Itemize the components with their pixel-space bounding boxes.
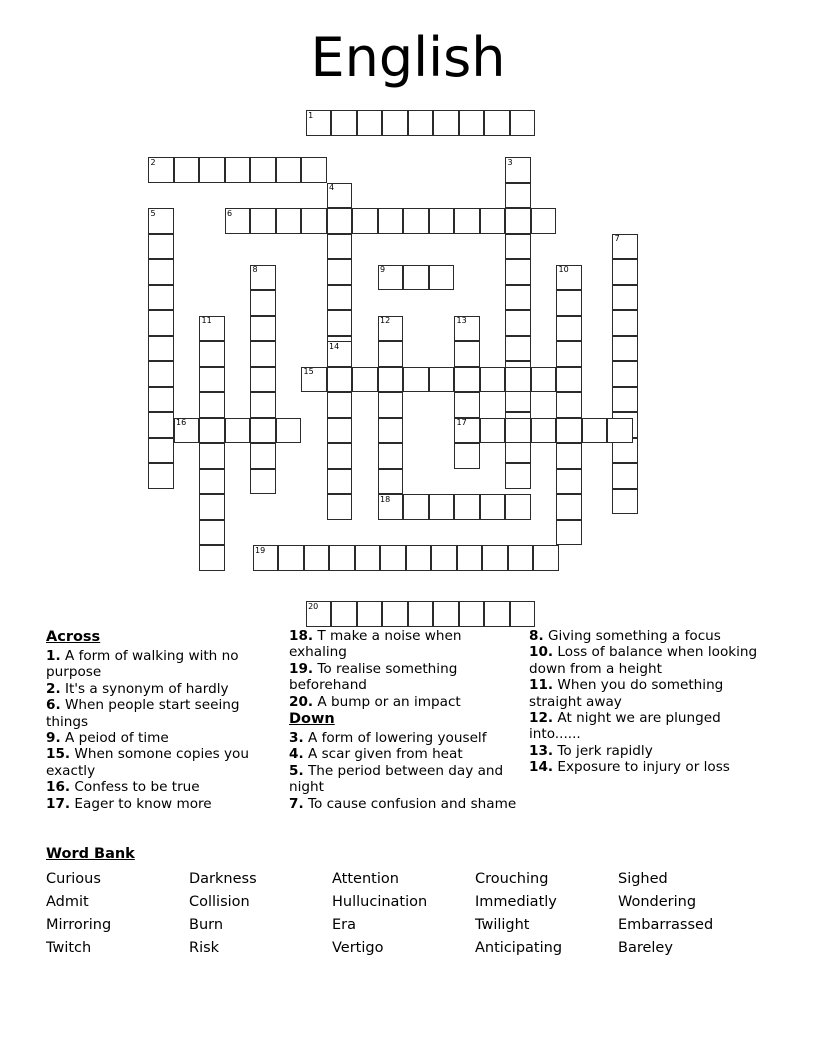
page-title: English — [310, 26, 506, 89]
crossword-cell[interactable] — [556, 392, 582, 418]
down-clue-5 — [289, 763, 523, 796]
crossword-cell[interactable] — [378, 418, 404, 444]
crossword-cell[interactable] — [556, 290, 582, 316]
crossword-cell[interactable] — [199, 469, 225, 495]
clue-text: Eager to know more — [70, 795, 212, 812]
cell-number: 2 — [150, 157, 156, 167]
clue-number: 3. — [289, 730, 304, 747]
clue-number: 8. — [529, 628, 544, 644]
word-bank-word: Curious — [46, 871, 101, 887]
crossword-cell[interactable] — [378, 392, 404, 418]
word-bank-word: Twilight — [475, 917, 530, 933]
across-clue-list-2 — [289, 628, 523, 710]
cell-number: 13 — [456, 316, 467, 326]
crossword-cell[interactable] — [505, 310, 531, 336]
crossword-cell[interactable] — [327, 341, 353, 367]
clues-column-2 — [289, 628, 529, 812]
crossword-cell[interactable] — [612, 489, 638, 515]
crossword-cell[interactable] — [148, 310, 174, 336]
crossword-cell[interactable] — [480, 494, 506, 520]
crossword-cell[interactable] — [612, 285, 638, 311]
down-clue-12 — [529, 710, 763, 743]
crossword-cell[interactable] — [382, 601, 408, 627]
down-clue-list-2 — [529, 628, 763, 776]
across-clue-19 — [289, 661, 523, 694]
down-clue-4 — [289, 746, 523, 762]
clue-number: 1. — [46, 648, 61, 664]
crossword-cell[interactable] — [505, 234, 531, 260]
clue-number: 6. — [46, 697, 61, 714]
crossword-cell[interactable] — [250, 316, 276, 342]
crossword-cell[interactable] — [327, 418, 353, 444]
word-bank-word: Twitch — [46, 940, 92, 956]
crossword-cell[interactable] — [276, 157, 302, 183]
crossword-cell[interactable] — [484, 601, 510, 627]
crossword-cell[interactable] — [250, 443, 276, 469]
across-clue-2 — [46, 681, 283, 697]
clue-text: It's a synonym of hardly — [60, 680, 229, 697]
cell-number: 17 — [456, 418, 467, 428]
crossword-cell[interactable] — [148, 412, 174, 438]
clue-number: 15. — [46, 746, 71, 763]
crossword-cell[interactable] — [199, 545, 225, 571]
crossword-cell[interactable] — [327, 494, 353, 520]
crossword-cell[interactable] — [403, 265, 429, 291]
crossword-cell[interactable] — [199, 418, 225, 444]
clue-number: 10. — [529, 644, 554, 661]
crossword-cell[interactable] — [352, 208, 378, 234]
crossword-cell[interactable] — [380, 545, 406, 571]
clue-number: 13. — [529, 742, 554, 759]
clue-number: 7. — [289, 795, 304, 812]
cell-number: 3 — [507, 157, 513, 167]
down-clue-list-1 — [289, 730, 523, 812]
crossword-cell[interactable] — [480, 367, 506, 393]
crossword-cell[interactable] — [482, 545, 508, 571]
crossword-cell[interactable] — [250, 290, 276, 316]
clues-section — [46, 628, 776, 812]
clue-text: A form of lowering youself — [303, 730, 487, 747]
word-bank-grid — [46, 868, 786, 960]
crossword-cell[interactable] — [505, 157, 531, 183]
crossword-cell[interactable] — [612, 463, 638, 489]
word-bank-word: Darkness — [189, 871, 257, 887]
clue-text: A scar given from heat — [303, 746, 463, 763]
crossword-cell[interactable] — [174, 418, 200, 444]
crossword-cell[interactable] — [148, 361, 174, 387]
crossword-cell[interactable] — [505, 418, 531, 444]
cell-number: 20 — [308, 601, 319, 611]
crossword-cell[interactable] — [148, 336, 174, 362]
clue-number: 20. — [289, 693, 314, 710]
clue-text: To realise something beforehand — [289, 660, 458, 694]
crossword-cell[interactable] — [556, 494, 582, 520]
crossword-cell[interactable] — [250, 208, 276, 234]
crossword-cell[interactable] — [403, 494, 429, 520]
crossword-cell[interactable] — [199, 157, 225, 183]
crossword-cell[interactable] — [403, 208, 429, 234]
crossword-cell[interactable] — [276, 418, 302, 444]
crossword-cell[interactable] — [480, 208, 506, 234]
word-bank-word: Mirroring — [46, 917, 112, 933]
crossword-cell[interactable] — [403, 367, 429, 393]
crossword-cell[interactable] — [429, 265, 455, 291]
crossword-cell[interactable] — [480, 418, 506, 444]
clue-number: 14. — [529, 759, 554, 776]
across-clue-20 — [289, 694, 523, 710]
clue-number: 17. — [46, 795, 71, 812]
clue-number: 5. — [289, 762, 304, 779]
clue-text: To cause confusion and shame — [303, 795, 517, 812]
crossword-cell[interactable] — [357, 110, 383, 136]
crossword-cell[interactable] — [408, 110, 434, 136]
crossword-cell[interactable] — [327, 259, 353, 285]
clue-number: 2. — [46, 680, 61, 697]
crossword-cell[interactable] — [331, 110, 357, 136]
clue-text: The period between day and night — [289, 762, 504, 796]
word-bank-word: Admit — [46, 894, 89, 910]
crossword-cell[interactable] — [355, 545, 381, 571]
crossword-cell[interactable] — [459, 601, 485, 627]
crossword-cell[interactable] — [250, 418, 276, 444]
crossword-cell[interactable] — [510, 601, 536, 627]
down-clue-7 — [289, 796, 523, 812]
crossword-cell[interactable] — [301, 157, 327, 183]
crossword-cell[interactable] — [612, 310, 638, 336]
word-bank-word: Vertigo — [332, 940, 384, 956]
crossword-cell[interactable] — [148, 438, 174, 464]
cell-number: 6 — [227, 208, 233, 218]
crossword-cell[interactable] — [199, 367, 225, 393]
word-bank-word: Hullucination — [332, 894, 428, 910]
word-bank-column-5 — [618, 868, 761, 960]
crossword-cell[interactable] — [250, 367, 276, 393]
crossword-cell[interactable] — [505, 494, 531, 520]
crossword-cell[interactable] — [148, 208, 174, 234]
crossword-cell[interactable] — [327, 469, 353, 495]
crossword-cell[interactable] — [612, 259, 638, 285]
across-clue-1 — [46, 648, 283, 681]
across-clue-9 — [46, 730, 283, 746]
crossword-cell[interactable] — [327, 234, 353, 260]
crossword-cell[interactable] — [148, 285, 174, 311]
crossword-cell[interactable] — [533, 545, 559, 571]
clue-number: 9. — [46, 730, 61, 747]
crossword-cell[interactable] — [556, 520, 582, 546]
word-bank-word: Wondering — [618, 894, 697, 910]
crossword-cell[interactable] — [454, 392, 480, 418]
crossword-cell[interactable] — [556, 367, 582, 393]
clue-text: Loss of balance when looking down from a height — [529, 644, 758, 677]
word-bank-column-3 — [332, 868, 475, 960]
clue-number: 12. — [529, 710, 554, 727]
down-heading: Down — [289, 711, 335, 728]
crossword-cell[interactable] — [612, 336, 638, 362]
cell-number: 10 — [558, 265, 569, 275]
word-bank-word: Collision — [189, 894, 250, 910]
down-clue-11 — [529, 677, 763, 710]
crossword-cell[interactable] — [429, 367, 455, 393]
crossword-cell[interactable] — [301, 367, 327, 393]
across-clue-18 — [289, 628, 523, 661]
crossword-cell[interactable] — [454, 418, 480, 444]
crossword-cell[interactable] — [225, 157, 251, 183]
crossword-cell[interactable] — [531, 418, 557, 444]
clue-number: 19. — [289, 660, 314, 677]
clue-number: 11. — [529, 677, 554, 694]
word-bank-column-1 — [46, 868, 189, 960]
crossword-cell[interactable] — [148, 259, 174, 285]
cell-number: 8 — [252, 265, 258, 275]
crossword-cell[interactable] — [454, 494, 480, 520]
word-bank-word: Attention — [332, 871, 399, 887]
word-bank-word: Sighed — [618, 871, 668, 887]
crossword-cell[interactable] — [505, 367, 531, 393]
crossword-cell[interactable] — [250, 392, 276, 418]
cell-number: 7 — [614, 234, 620, 244]
crossword-cell[interactable] — [199, 316, 225, 342]
clue-text: Exposure to injury or loss — [553, 759, 730, 776]
across-clue-16 — [46, 779, 283, 795]
crossword-cell[interactable] — [225, 208, 251, 234]
word-bank-heading: Word Bank — [46, 846, 135, 862]
crossword-cell[interactable] — [378, 443, 404, 469]
word-bank-word: Bareley — [618, 940, 673, 956]
crossword-cell[interactable] — [556, 418, 582, 444]
crossword-cell[interactable] — [327, 392, 353, 418]
clue-text: When somone copies you exactly — [46, 746, 249, 779]
crossword-cell[interactable] — [531, 367, 557, 393]
down-clue-13 — [529, 743, 763, 759]
crossword-cell[interactable] — [378, 367, 404, 393]
cell-number: 18 — [380, 494, 391, 504]
crossword-cell[interactable] — [454, 443, 480, 469]
cell-number: 5 — [150, 208, 156, 218]
crossword-cell[interactable] — [327, 285, 353, 311]
word-bank-word: Anticipating — [475, 940, 563, 956]
cell-number: 9 — [380, 265, 386, 275]
crossword-cell[interactable] — [352, 367, 378, 393]
crossword-cell[interactable] — [301, 208, 327, 234]
crossword-cell[interactable] — [505, 183, 531, 209]
clue-number: 18. — [289, 628, 314, 644]
crossword-cell[interactable] — [329, 545, 355, 571]
crossword-cell[interactable] — [556, 443, 582, 469]
clue-text: A form of walking with no purpose — [46, 648, 239, 681]
crossword-cell[interactable] — [556, 316, 582, 342]
crossword-cell[interactable] — [459, 110, 485, 136]
clue-text: When you do something straight away — [529, 677, 724, 710]
crossword-cell[interactable] — [278, 545, 304, 571]
across-clue-6 — [46, 697, 283, 730]
crossword-cell[interactable] — [433, 601, 459, 627]
crossword-cell[interactable] — [607, 418, 633, 444]
clue-text: T make a noise when exhaling — [289, 628, 462, 661]
word-bank-word: Embarrassed — [618, 917, 714, 933]
crossword-cell[interactable] — [612, 234, 638, 260]
crossword-cell[interactable] — [531, 208, 557, 234]
crossword-cell[interactable] — [556, 265, 582, 291]
crossword-cell[interactable] — [505, 285, 531, 311]
crossword-cell[interactable] — [304, 545, 330, 571]
crossword-cell[interactable] — [505, 259, 531, 285]
crossword-cell[interactable] — [253, 545, 279, 571]
word-bank-word: Risk — [189, 940, 220, 956]
crossword-cell[interactable] — [556, 341, 582, 367]
word-bank-word: Crouching — [475, 871, 549, 887]
crossword-cell[interactable] — [357, 601, 383, 627]
crossword-cell[interactable] — [508, 545, 534, 571]
crossword-cell[interactable] — [327, 183, 353, 209]
crossword-cell[interactable] — [250, 469, 276, 495]
crossword-cell[interactable] — [276, 208, 302, 234]
crossword-cell[interactable] — [378, 265, 404, 291]
crossword-cell[interactable] — [199, 520, 225, 546]
clue-text: A peiod of time — [60, 730, 169, 747]
clue-text: A bump or an impact — [313, 693, 461, 710]
clue-text: Giving something a focus — [543, 628, 721, 644]
crossword-cell[interactable] — [378, 316, 404, 342]
crossword-cell[interactable] — [250, 265, 276, 291]
crossword-cell[interactable] — [505, 463, 531, 489]
crossword-cell[interactable] — [378, 341, 404, 367]
crossword-cell[interactable] — [582, 418, 608, 444]
word-bank-word: Immediatly — [475, 894, 557, 910]
crossword-cell[interactable] — [148, 387, 174, 413]
word-bank-column-4 — [475, 868, 618, 960]
crossword-cell[interactable] — [148, 234, 174, 260]
crossword-cell[interactable] — [454, 367, 480, 393]
crossword-cell[interactable] — [378, 208, 404, 234]
cell-number: 11 — [201, 316, 212, 326]
cell-number: 16 — [176, 418, 187, 428]
clue-number: 16. — [46, 779, 71, 796]
crossword-cell[interactable] — [327, 367, 353, 393]
word-bank-section — [46, 845, 786, 960]
crossword-cell[interactable] — [454, 208, 480, 234]
clue-text: When people start seeing things — [46, 697, 240, 730]
word-bank-word: Burn — [189, 917, 224, 933]
cell-number: 19 — [255, 545, 266, 555]
crossword-cell[interactable] — [306, 110, 332, 136]
crossword-cell[interactable] — [331, 601, 357, 627]
crossword-cell[interactable] — [408, 601, 434, 627]
crossword-cell[interactable] — [429, 208, 455, 234]
down-clue-14 — [529, 759, 763, 775]
crossword-cell[interactable] — [225, 418, 251, 444]
crossword-cell[interactable] — [306, 601, 332, 627]
crossword-cell[interactable] — [505, 336, 531, 362]
down-clue-8 — [529, 628, 763, 644]
word-bank-word: Era — [332, 917, 357, 933]
clue-number: 4. — [289, 746, 304, 763]
crossword-cell[interactable] — [327, 443, 353, 469]
crossword-cell[interactable] — [457, 545, 483, 571]
crossword-cell[interactable] — [199, 443, 225, 469]
cell-number: 1 — [308, 110, 314, 120]
crossword-cell[interactable] — [378, 469, 404, 495]
clue-text: Confess to be true — [70, 779, 200, 796]
crossword-cell[interactable] — [484, 110, 510, 136]
clue-text: To jerk rapidly — [553, 742, 653, 759]
crossword-cell[interactable] — [327, 310, 353, 336]
clues-column-3 — [529, 628, 769, 776]
crossword-cell[interactable] — [612, 387, 638, 413]
crossword-cell[interactable] — [174, 157, 200, 183]
crossword-cell[interactable] — [199, 494, 225, 520]
crossword-cell[interactable] — [433, 110, 459, 136]
crossword-cell[interactable] — [505, 208, 531, 234]
across-clue-15 — [46, 746, 283, 779]
crossword-cell[interactable] — [612, 361, 638, 387]
down-clue-3 — [289, 730, 523, 746]
cell-number: 12 — [380, 316, 391, 326]
down-clue-10 — [529, 644, 763, 677]
clues-column-1 — [46, 628, 289, 812]
crossword-cell[interactable] — [327, 208, 353, 234]
cell-number: 14 — [329, 341, 340, 351]
across-clue-list-1 — [46, 648, 283, 812]
crossword-cell[interactable] — [250, 341, 276, 367]
across-clue-17 — [46, 796, 283, 812]
crossword-cell[interactable] — [556, 469, 582, 495]
crossword-cell[interactable] — [250, 157, 276, 183]
crossword-cell[interactable] — [406, 545, 432, 571]
cell-number: 15 — [303, 367, 314, 377]
crossword-cell[interactable] — [454, 341, 480, 367]
crossword-cell[interactable] — [148, 157, 174, 183]
crossword-cell[interactable] — [199, 392, 225, 418]
crossword-cell[interactable] — [199, 341, 225, 367]
crossword-cell[interactable] — [510, 110, 536, 136]
crossword-cell[interactable] — [431, 545, 457, 571]
across-heading: Across — [46, 629, 101, 645]
crossword-cell[interactable] — [378, 494, 404, 520]
clue-text: At night we are plunged into...... — [529, 710, 721, 743]
crossword-cell[interactable] — [454, 316, 480, 342]
crossword-cell[interactable] — [382, 110, 408, 136]
word-bank-column-2 — [189, 868, 332, 960]
crossword-cell[interactable] — [148, 463, 174, 489]
crossword-cell[interactable] — [429, 494, 455, 520]
cell-number: 4 — [329, 183, 335, 193]
